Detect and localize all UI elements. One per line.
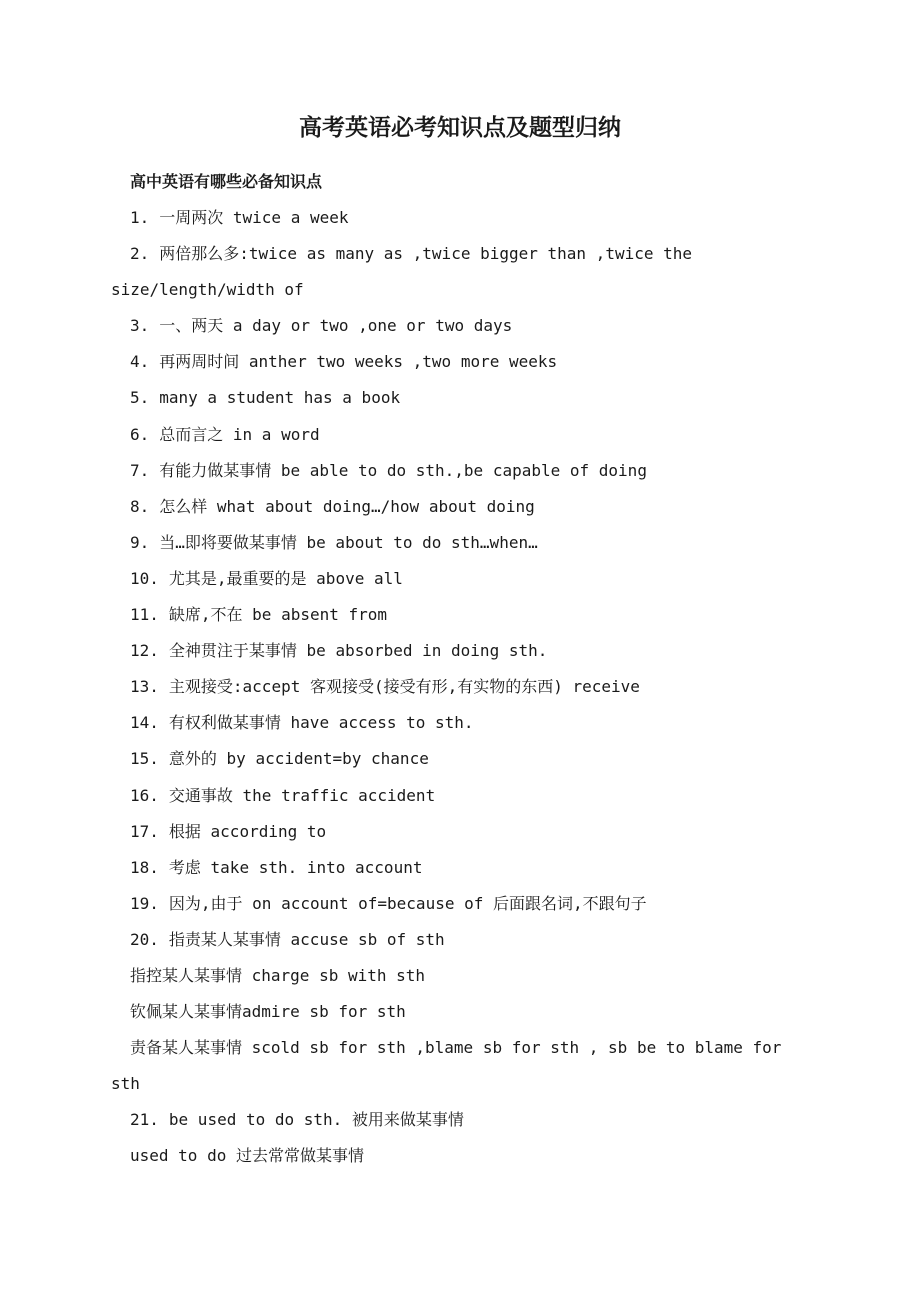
item-text: 交通事故 the traffic accident [168, 785, 436, 805]
item-number: 8. [130, 496, 150, 516]
item-number: 5. [130, 388, 150, 408]
item-number: 2. [130, 244, 150, 264]
list-item [0, 344, 920, 380]
item-text: sth [111, 1074, 140, 1094]
list-item [0, 741, 920, 777]
list-item [0, 489, 920, 525]
list-item-continuation [0, 1066, 920, 1102]
list-item [0, 994, 920, 1030]
item-text: many a student has a book [159, 388, 401, 408]
list-item [0, 236, 920, 272]
item-number: 11. [130, 605, 159, 625]
list-item [0, 1138, 920, 1174]
item-text: 根据 according to [168, 821, 327, 841]
item-number: 3. [130, 316, 150, 336]
item-number: 4. [130, 352, 150, 372]
item-text: 有能力做某事情 be able to do sth.,be capable of doing [159, 460, 647, 480]
item-number: 14. [130, 713, 159, 733]
list-item-continuation [0, 272, 920, 308]
item-text: 一、两天 a day or two ,one or two days [159, 316, 513, 336]
item-text: 怎么样 what about doing…/how about doing [159, 496, 535, 516]
list-item [0, 778, 920, 814]
section-heading: 高中英语有哪些必备知识点 [130, 172, 323, 191]
item-text: 有权利做某事情 have access to sth. [168, 713, 474, 733]
item-number: 21. [130, 1110, 159, 1130]
list-item [0, 308, 920, 344]
document-title: 高考英语必考知识点及题型归纳 [299, 114, 621, 141]
item-text: 两倍那么多:twice as many as ,twice bigger than ,twice the [159, 244, 693, 264]
item-text: 指控某人某事情 charge sb with sth [130, 965, 426, 985]
list-item [0, 453, 920, 489]
item-number: 13. [130, 677, 159, 697]
vocabulary-list [0, 200, 920, 1175]
item-text: 意外的 by accident=by chance [168, 749, 429, 769]
item-text: used to do 过去常常做某事情 [130, 1146, 364, 1166]
list-item [0, 380, 920, 416]
item-number: 12. [130, 641, 159, 661]
list-item [0, 922, 920, 958]
item-text: 缺席,不在 be absent from [168, 605, 388, 625]
list-item [0, 597, 920, 633]
item-number: 10. [130, 568, 159, 588]
item-number: 6. [130, 424, 150, 444]
list-item [0, 958, 920, 994]
list-item [0, 200, 920, 236]
item-number: 18. [130, 857, 159, 877]
list-item [0, 633, 920, 669]
item-text: 当…即将要做某事情 be about to do sth…when… [159, 532, 538, 552]
list-item [0, 705, 920, 741]
list-item [0, 850, 920, 886]
item-text: 全神贯注于某事情 be absorbed in doing sth. [168, 641, 548, 661]
item-text: 指责某人某事情 accuse sb of sth [168, 929, 445, 949]
item-text: 主观接受:accept 客观接受(接受有形,有实物的东西) receive [168, 677, 640, 697]
item-number: 1. [130, 208, 150, 227]
list-item [0, 669, 920, 705]
item-text: 责备某人某事情 scold sb for sth ,blame sb for sth , sb be to blame for [130, 1038, 782, 1058]
item-number: 7. [130, 460, 150, 480]
item-text: be used to do sth. 被用来做某事情 [168, 1110, 464, 1130]
item-text: 钦佩某人某事情admire sb for sth [130, 1002, 406, 1022]
item-number: 20. [130, 929, 159, 949]
item-number: 17. [130, 821, 159, 841]
list-item [0, 417, 920, 453]
list-item [0, 1030, 920, 1066]
item-text: 考虑 take sth. into account [168, 857, 423, 877]
item-text: 一周两次 twice a week [159, 208, 349, 227]
list-item [0, 561, 920, 597]
item-text: 尤其是,最重要的是 above all [168, 568, 403, 588]
item-number: 19. [130, 893, 159, 913]
list-item [0, 886, 920, 922]
item-number: 9. [130, 532, 150, 552]
list-item [0, 1102, 920, 1138]
item-text: 总而言之 in a word [159, 424, 320, 444]
list-item [0, 814, 920, 850]
list-item [0, 525, 920, 561]
item-number: 16. [130, 785, 159, 805]
item-text: 再两周时间 anther two weeks ,two more weeks [159, 352, 558, 372]
item-text: 因为,由于 on account of=because of 后面跟名词,不跟句子 [168, 893, 647, 913]
item-text: size/length/width of [111, 280, 304, 300]
item-number: 15. [130, 749, 159, 769]
